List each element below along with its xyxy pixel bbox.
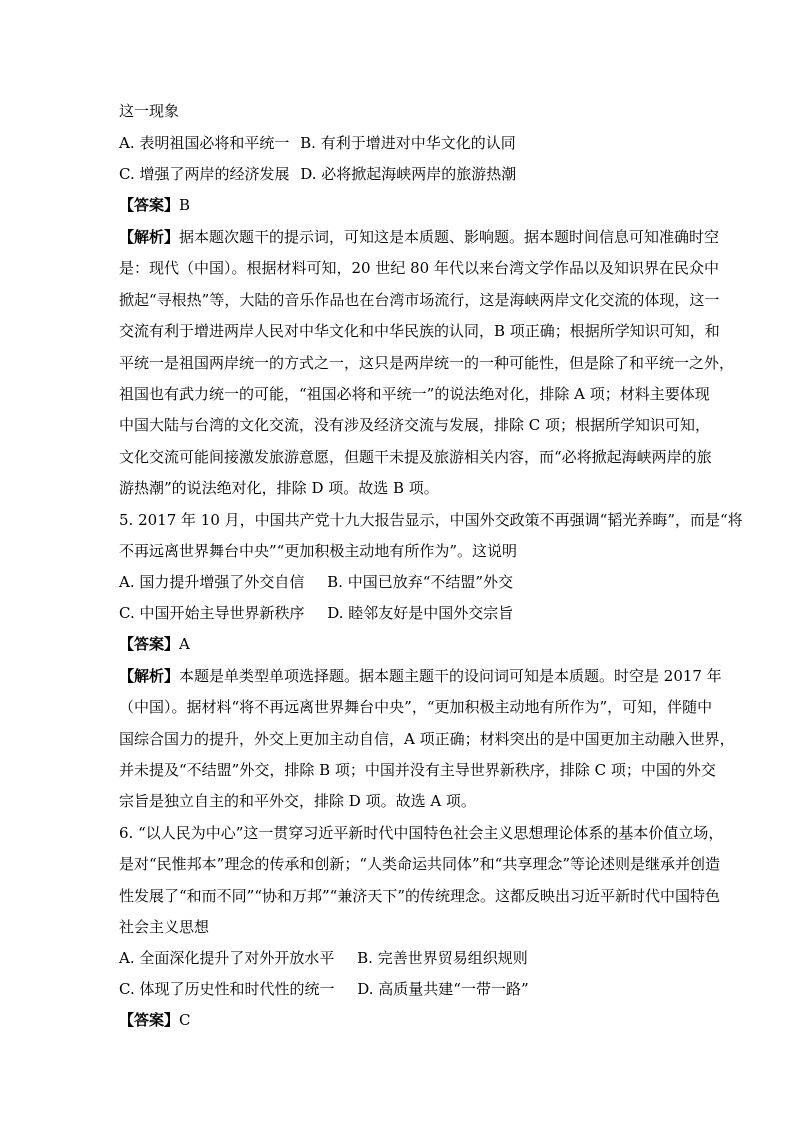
q4-options-ab (119, 133, 679, 153)
q4-analysis-line: 掀起“寻根热”等，大陆的音乐作品也在台湾市场流行，这是海峡两岸文化交流的体现，这一 (119, 291, 720, 309)
q4-option-a: A. 表明祖国必将和平统一 (119, 134, 290, 152)
q6-option-b: B. 完善世界贸易组织规则 (357, 949, 528, 967)
answer-value: C (179, 1011, 191, 1029)
q6-options-cd (119, 979, 679, 999)
q4-option-b: B. 有利于增进对中华文化的认同 (300, 134, 516, 152)
q4-option-d: D. 必将掀起海峡两岸的旅游热潮 (300, 165, 517, 183)
q5-options-ab (119, 572, 679, 592)
q4-stem-tail: 这一现象 (119, 102, 180, 120)
q5-option-a: A. 国力提升增强了外交自信 (119, 573, 305, 591)
q5-analysis-line: （中国）。据材料“将不再远离世界舞台中央”，“更加积极主动地有所作为”，可知，伴随中 (119, 698, 713, 716)
analysis-text: 本题是单类型单项选择题。据本题主题干的设问词可知是本质题。时空是 2017 年 (179, 667, 722, 685)
q6-stem-line: 社会主义思想 (119, 918, 210, 936)
q5-answer (119, 634, 679, 654)
q4-option-c: C. 增强了两岸的经济发展 (119, 165, 290, 183)
q4-answer (119, 195, 679, 215)
q5-option-c: C. 中国开始主导世界新秩序 (119, 604, 305, 622)
q4-analysis-line (119, 227, 720, 247)
q4-analysis-line: 祖国也有武力统一的可能，“祖国必将和平统一”的说法绝对化，排除 A 项；材料主要体现 (119, 385, 710, 403)
answer-label: 【答案】 (119, 1011, 180, 1029)
answer-label: 【答案】 (119, 635, 180, 653)
answer-label: 【答案】 (119, 196, 180, 214)
q6-stem-line: 性发展了“和而不同”“协和万邦”“兼济天下”的传统理念。这都反映出习近平新时代中国特色 (119, 887, 721, 905)
q4-options-cd (119, 164, 679, 184)
q4-analysis-line: 是：现代（中国）。根据材料可知，20 世纪 80 年代以来台湾文学作品以及知识界在民众中 (119, 259, 719, 277)
q5-option-d: D. 睦邻友好是中国外交宗旨 (327, 604, 514, 622)
q6-options-ab (119, 948, 679, 968)
analysis-label: 【解析】 (119, 667, 180, 685)
q5-analysis-line: 国综合国力的提升，外交上更加主动自信，A 项正确；材料突出的是中国更加主动融入世界， (119, 730, 735, 748)
q5-analysis-line: 宗旨是独立自主的和平外交，排除 D 项。故选 A 项。 (119, 792, 476, 810)
analysis-text: 据本题次题干的提示词，可知这是本质题、影响题。据本题时间信息可知准确时空 (179, 228, 720, 246)
q5-option-b: B. 中国已放弃“不结盟”外交 (327, 573, 514, 591)
q5-stem-line: 不再远离世界舞台中央”“更加积极主动地有所作为”。这说明 (119, 542, 518, 560)
q5-analysis-line: 并未提及“不结盟”外交，排除 B 项；中国并没有主导世界新秩序，排除 C 项；中国的外交 (119, 761, 716, 779)
answer-value: B (179, 196, 191, 214)
q6-stem-line: 6. “以人民为中心”这一贯穿习近平新时代中国特色社会主义思想理论体系的基本价值立场， (119, 824, 724, 842)
answer-value: A (179, 635, 190, 653)
analysis-label: 【解析】 (119, 228, 180, 246)
q6-option-d: D. 高质量共建“一带一路” (357, 980, 529, 998)
q4-analysis-line: 文化交流可能间接激发旅游意愿，但题干未提及旅游相关内容，而“必将掀起海峡两岸的旅 (119, 448, 712, 466)
q5-options-cd (119, 603, 679, 623)
q4-analysis-line: 交流有利于增进两岸人民对中华文化和中华民族的认同，B 项正确；根据所学知识可知，和 (119, 322, 720, 340)
q5-analysis-line (119, 666, 722, 686)
q5-stem-line: 5. 2017 年 10 月，中国共产党十九大报告显示，中国外交政策不再强调“韬光养晦”，而是“将 (119, 511, 743, 529)
q6-option-c: C. 体现了历史性和时代性的统一 (119, 980, 335, 998)
q4-analysis-line: 平统一是祖国两岸统一的方式之一，这只是两岸统一的一种可能性，但是除了和平统一之外， (119, 354, 735, 372)
q6-stem-line: 是对“民惟邦本”理念的传承和创新；“人类命运共同体”和“共享理念”等论述则是继承并创造 (119, 855, 721, 873)
q6-answer (119, 1010, 679, 1030)
q4-analysis-line: 中国大陆与台湾的文化交流，没有涉及经济交流与发展，排除 C 项；根据所学知识可知， (119, 416, 711, 434)
q6-option-a: A. 全面深化提升了对外开放水平 (119, 949, 335, 967)
q4-analysis-line: 游热潮”的说法绝对化，排除 D 项。故选 B 项。 (119, 479, 439, 497)
